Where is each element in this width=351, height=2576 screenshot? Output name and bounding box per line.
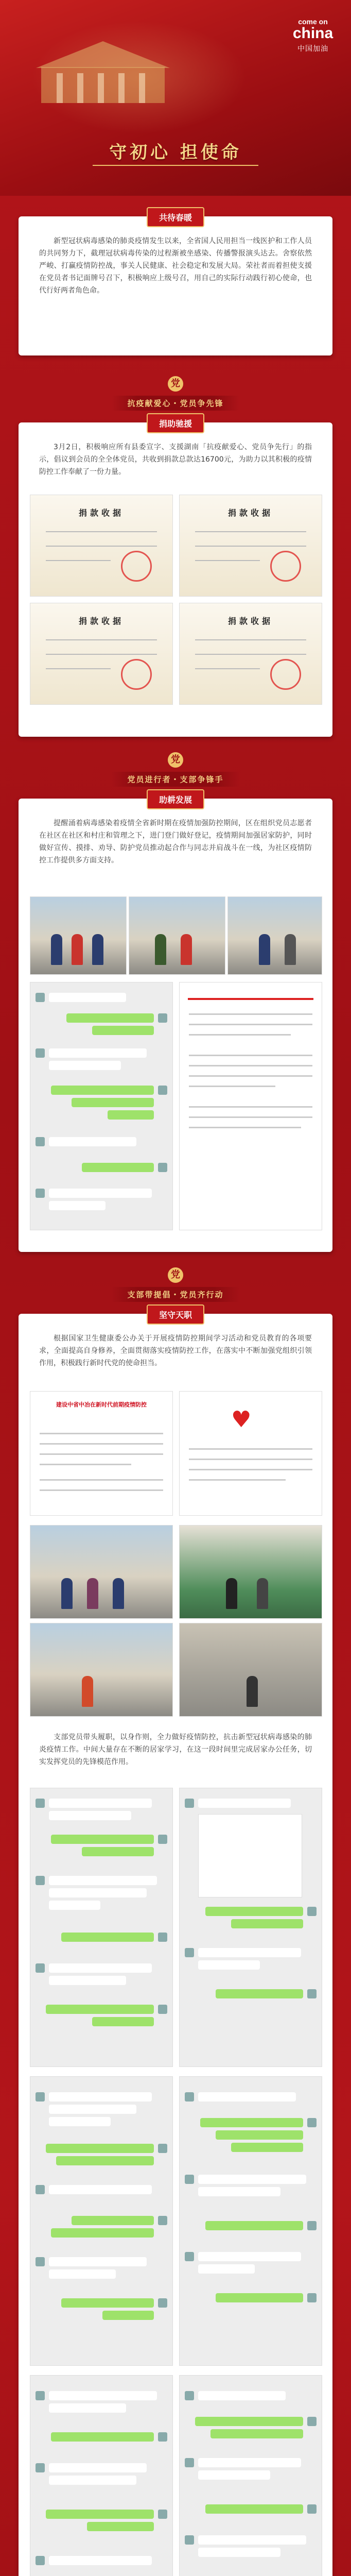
building-illustration — [21, 36, 185, 108]
meeting-photo — [30, 1525, 173, 1619]
donation-certificate-photo — [30, 603, 173, 705]
volunteer-photo — [227, 896, 322, 975]
section-paragraph: 3月2日，积极响应所有县委宣字、支援湖南「抗疫献爱心、党员争先行」的指示，倡议到会员的全全体党员，共收到捐款总款达16700元，为助力以其积极的疫情防控工作奉献了一份力量。 — [39, 443, 312, 476]
section-card-1 — [19, 213, 332, 355]
section-paragraph: 支部党员带头履职，以身作则，全力做好疫情防控，抗击新型冠状病毒感染的肺炎疫情工作。中间大量存在不断的居家学习，在这一段时间里完成居家办公任务，切实发挥党员的先锋模范作用。 — [39, 1733, 312, 1766]
section-label: 坚守天职 — [147, 1304, 204, 1325]
section-paragraph: 新型冠状病毒感染的肺炎疫情发生以来，全省国人民用担当一线医护和工作人员的共同努力下，截理冠状病毒传染的过程渐被坐感染、传播警报演头达去。舍察依然严峻、打赢疫情防控战，事关人民健康、社会稳定和发展大局。荣社者而着担使支援在党员者书记面牌号召下，积极响应上级号召，用自己的实际行动践行初心使命，也代行好两者角色命。 — [39, 237, 312, 295]
volunteer-photo — [30, 896, 127, 975]
red-seal-icon — [121, 659, 152, 690]
chat-screenshot — [179, 1788, 322, 2067]
chat-screenshot — [30, 2076, 173, 2366]
section-paragraph: 根据国家卫生健康委公办关于开展疫情防控期间学习活动和党员教育的各项要求，全面提高自身修养，全面贯彻落实疫情防控工作，在落实中不断加强党组织引领作用，积极践行新时代党的使命担当。 — [39, 1334, 312, 1367]
logo-line-3: 中国加油 — [297, 44, 328, 53]
section-label: 助耕发展 — [147, 789, 204, 809]
certificate-title: 捐款收据 — [78, 508, 124, 518]
donation-certificate-photo — [179, 495, 322, 597]
logo-line-1: come on — [298, 18, 328, 26]
come-on-china-logo — [289, 18, 337, 54]
section-card-2 — [19, 419, 332, 737]
red-seal-icon — [270, 551, 301, 582]
subsection-title: 党员进行者・支部争锋手 — [112, 772, 239, 787]
red-seal-icon — [121, 551, 152, 582]
subsection-title: 支部带提倡・党员齐行动 — [112, 1287, 239, 1302]
section-card-4 — [19, 1310, 332, 2576]
document-heading: 建设中省中冶在新时代前期疫情防控 — [56, 1401, 147, 1408]
chat-screenshot — [179, 2076, 322, 2366]
party-emblem-icon: 党 — [168, 752, 183, 768]
chat-screenshot — [30, 982, 173, 1230]
study-notes-photo — [179, 1391, 322, 1516]
title-divider — [93, 165, 258, 169]
certificate-title: 捐款收据 — [227, 616, 273, 626]
volunteer-photo — [129, 896, 225, 975]
chat-screenshot — [30, 1788, 173, 2067]
chat-screenshot — [30, 2375, 173, 2576]
notice-document-photo — [179, 982, 322, 1230]
hero-banner — [0, 0, 351, 196]
heart-icon: ♥ — [231, 1406, 252, 1433]
red-seal-icon — [270, 659, 301, 690]
donation-certificate-photo — [179, 603, 322, 705]
party-emblem-icon: 党 — [168, 1267, 183, 1283]
certificate-title: 捐款收据 — [78, 616, 124, 626]
shared-document-card — [198, 1814, 302, 1897]
subsection-heading-2 — [0, 752, 351, 787]
certificate-title: 捐款收据 — [227, 508, 273, 518]
party-emblem-icon: 党 — [168, 376, 183, 392]
volunteer-duty-photo — [30, 1623, 173, 1717]
training-room-photo — [179, 1525, 322, 1619]
section-card-3 — [19, 795, 332, 1252]
subsection-heading-1 — [0, 376, 351, 411]
section-label: 捐助驰援 — [147, 413, 204, 433]
study-document-photo — [30, 1391, 173, 1516]
cleaning-photo — [179, 1623, 322, 1717]
subsection-title: 抗疫献爱心・党员争先锋 — [112, 396, 239, 411]
logo-line-2: china — [292, 25, 334, 42]
page-title: 守初心 担使命 — [109, 142, 242, 163]
donation-certificate-photo — [30, 495, 173, 597]
subsection-heading-3 — [0, 1267, 351, 1302]
section-label: 共待春暖 — [147, 207, 204, 227]
chat-screenshot — [179, 2375, 322, 2576]
section-paragraph: 提醒涌着病毒感染着疫情全省新时期在疫情加强防控期间，区在组织党员志愿者在社区在社区和村庄和管理之下，进门登门做好登记，疫情期间加强居家防护，同时做好宣传、摸排、劝导、防护党员推动起合作与同志并肩战斗在一线，为社区疫情防控工作提供多方面支持。 — [39, 819, 312, 865]
